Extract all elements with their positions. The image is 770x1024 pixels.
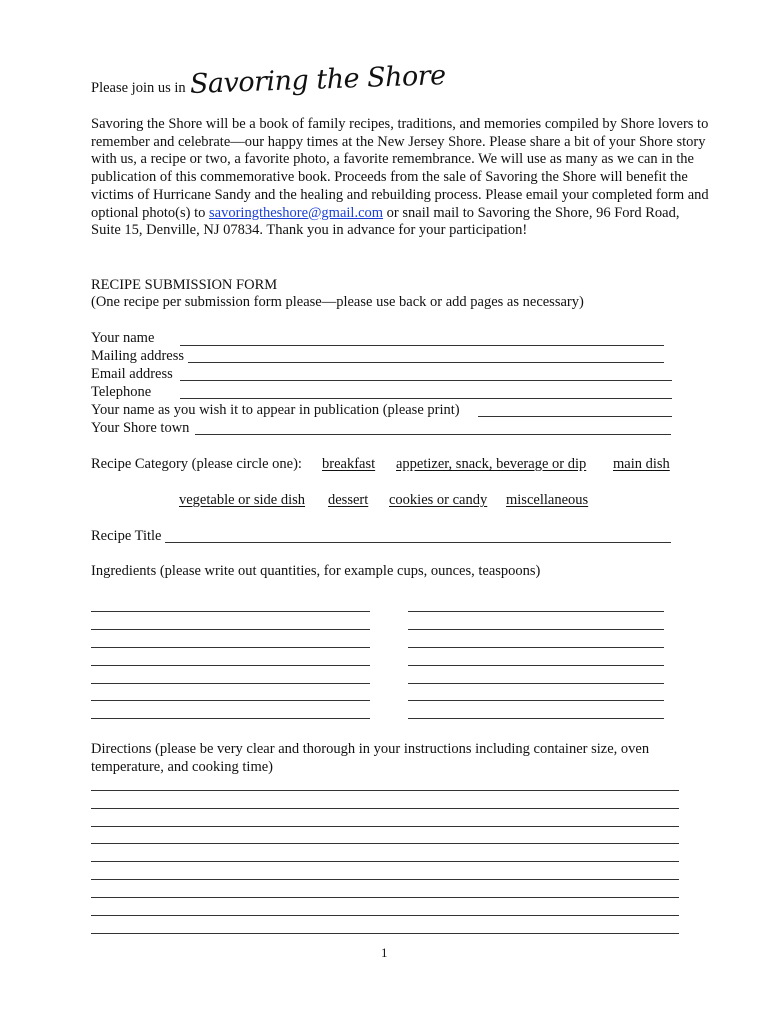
shore-town-label: Your Shore town [91, 420, 190, 436]
category-breakfast[interactable]: breakfast [322, 456, 376, 472]
telephone-field[interactable] [180, 398, 672, 399]
category-vegetable[interactable]: vegetable or side dish [179, 492, 306, 508]
email-link[interactable]: savoringtheshore@gmail.com [209, 204, 384, 221]
recipe-category-label: Recipe Category (please circle one): [91, 456, 302, 472]
mailing-address-label: Mailing address [91, 348, 185, 364]
directions-line[interactable] [91, 933, 679, 934]
recipe-title-field[interactable] [165, 542, 671, 543]
ingredient-line-left[interactable] [91, 700, 370, 701]
email-address-label: Email address [91, 366, 173, 382]
category-cookies[interactable]: cookies or candy [389, 492, 488, 508]
ingredient-line-right[interactable] [408, 700, 664, 701]
name-label: Your name [91, 330, 155, 346]
directions-label-continued: temperature, and cooking time) [91, 759, 273, 775]
page-number: 1 [381, 945, 388, 960]
publication-name-label: Your name as you wish it to appear in publication (please print) [91, 402, 460, 418]
category-appetizer[interactable]: appetizer, snack, beverage or dip [396, 456, 587, 472]
directions-line[interactable] [91, 826, 679, 827]
ingredient-line-right[interactable] [408, 683, 664, 684]
intro-paragraph-text: Savoring the Shore will be a book of family recipes, traditions, and memories compiled by Shore lovers to remember and celebrate—our happy times at the New Jersey Shore. Please share a bit of your Shore story with us, a recipe or two, a favorite photo, a favorite remembrance. We will use as many as we can in the publication of this commemorative book. Proceeds from the sale of Savoring the Shore will benefit the victims of Hurricane Sandy and the healing and rebuilding process. Please email your completed form and optional photo(s) to [91, 116, 709, 221]
directions-line[interactable] [91, 915, 679, 916]
directions-line[interactable] [91, 790, 679, 791]
email-address-field[interactable] [180, 380, 672, 381]
ingredients-label: Ingredients (please write out quantities, for example cups, ounces, teaspoons) [91, 563, 541, 579]
directions-label: Directions (please be very clear and thorough in your instructions including container size, oven [91, 741, 650, 757]
shore-town-field[interactable] [195, 434, 671, 435]
ingredient-line-right[interactable] [408, 629, 664, 630]
form-subtitle: (One recipe per submission form please—please use back or add pages as necessary) [91, 294, 584, 310]
ingredient-line-right[interactable] [408, 665, 664, 666]
ingredient-line-left[interactable] [91, 683, 370, 684]
ingredient-line-right[interactable] [408, 718, 664, 719]
intro-text: Please join us in [91, 80, 186, 96]
category-dessert[interactable]: dessert [328, 492, 369, 508]
name-field[interactable] [180, 345, 664, 346]
directions-line[interactable] [91, 897, 679, 898]
recipe-title-label: Recipe Title [91, 528, 162, 544]
mailing-address-field[interactable] [188, 362, 664, 363]
ingredient-line-left[interactable] [91, 611, 370, 612]
ingredient-line-right[interactable] [408, 647, 664, 648]
directions-line[interactable] [91, 879, 679, 880]
directions-line[interactable] [91, 861, 679, 862]
intro-paragraph [91, 116, 711, 240]
intro-paragraph-closing: or snail mail to Savoring the Shore, 96 Ford Road, Suite 15, Denville, NJ 07834. Thank you in advance for your participation! [91, 204, 680, 239]
form-title: RECIPE SUBMISSION FORM [91, 277, 278, 293]
ingredient-line-left[interactable] [91, 718, 370, 719]
directions-line[interactable] [91, 843, 679, 844]
ingredient-line-left[interactable] [91, 629, 370, 630]
ingredient-line-right[interactable] [408, 611, 664, 612]
directions-line[interactable] [91, 808, 679, 809]
ingredient-line-left[interactable] [91, 665, 370, 666]
category-miscellaneous[interactable]: miscellaneous [506, 492, 589, 508]
ingredient-line-left[interactable] [91, 647, 370, 648]
publication-name-field[interactable] [478, 416, 672, 417]
script-title: Savoring the Shore [189, 60, 447, 100]
telephone-label: Telephone [91, 384, 152, 400]
category-main-dish[interactable]: main dish [613, 456, 670, 472]
